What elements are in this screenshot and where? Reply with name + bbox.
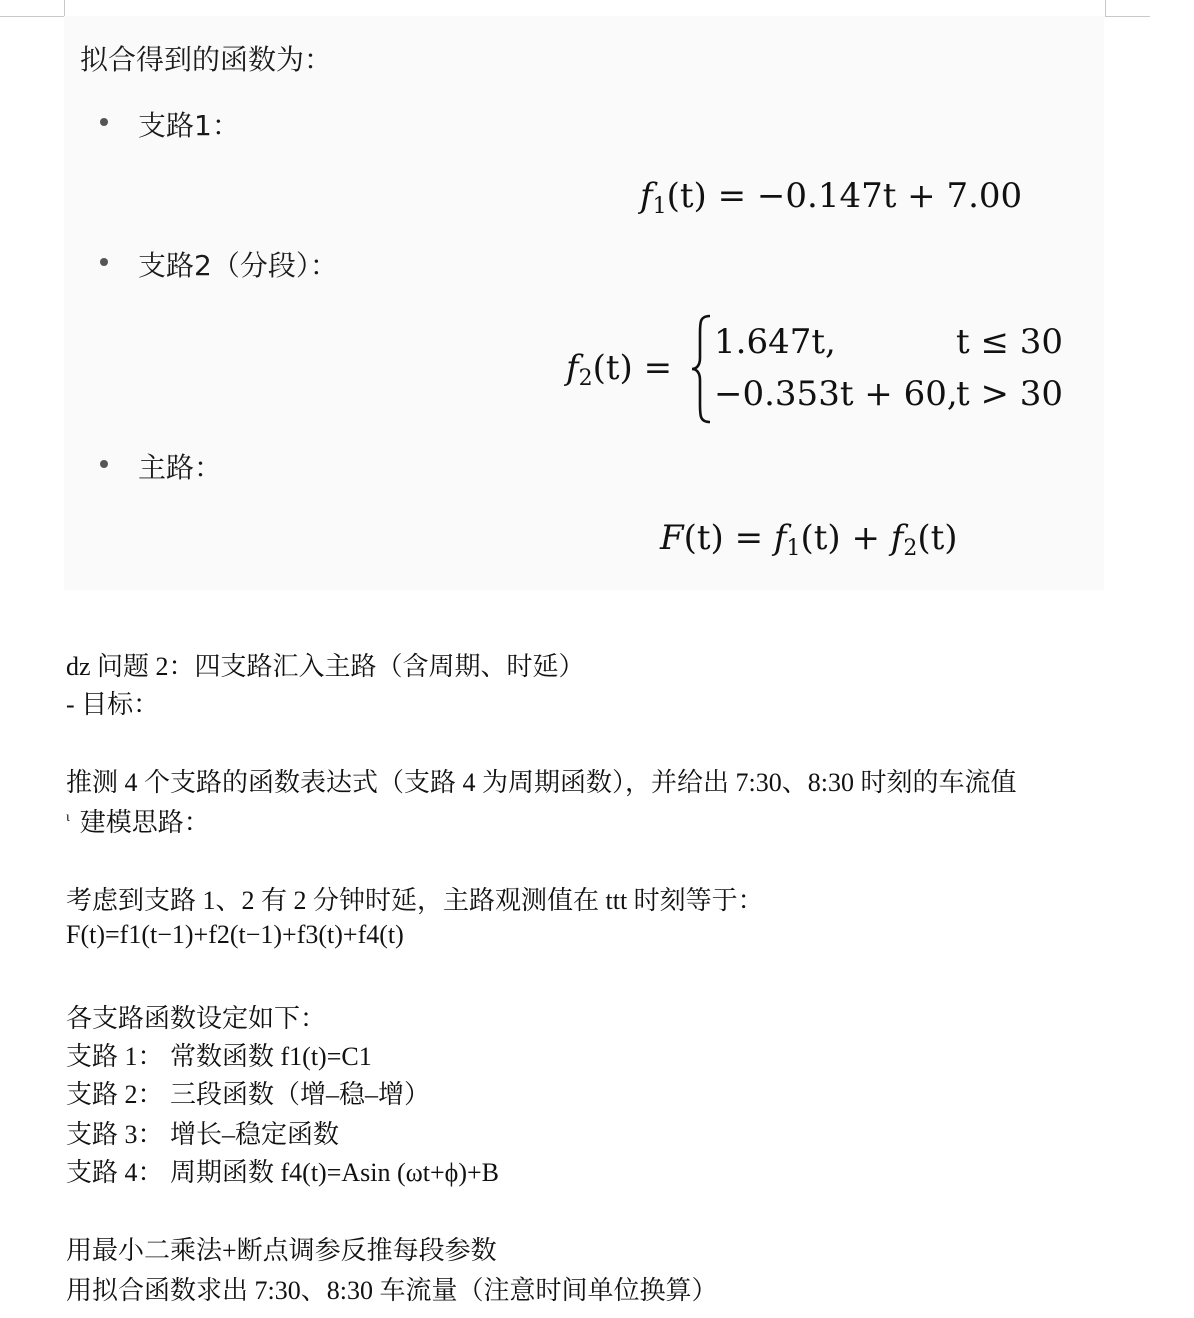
bullet-branch1 <box>138 104 240 144</box>
goal-label: - 目标： <box>66 690 160 719</box>
equation-f1 <box>640 176 1022 219</box>
piecewise-brace-icon <box>690 314 714 428</box>
eq1-rest: (t) = −0.147t + 7.00 <box>666 176 1023 216</box>
branch2-label: 支路2（分段）： <box>138 249 338 282</box>
eq3-p3: (t) <box>917 518 958 558</box>
method-text: 用最小二乘法+断点调参反推每段参数 <box>66 1236 497 1265</box>
case2-cond: t > 30 <box>956 374 1064 414</box>
goal-text: 推测 4 个支路的函数表达式（支路 4 为周期函数），并给出 7:30、8:30 时刻的车流值 <box>66 768 1017 797</box>
case2-expr: −0.353t + 60, <box>714 374 958 414</box>
eq1-sub: 1 <box>652 194 667 219</box>
bullet-dot-icon <box>100 460 108 468</box>
eq3-f2: f <box>890 518 904 558</box>
bullet-dot-icon <box>100 258 108 266</box>
branch-intro: 各支路函数设定如下： <box>66 1004 327 1033</box>
modeling-label-text: 建模思路： <box>79 808 210 837</box>
page-corner-mark-right <box>1105 0 1150 17</box>
branch1-label: 支路1： <box>138 109 240 142</box>
branch3-def: 支路 3： 增长–稳定函数 <box>66 1120 340 1149</box>
pasted-formula-panel <box>64 16 1104 590</box>
equation-f2-lhs <box>566 348 672 391</box>
page-corner-mark-left <box>0 0 65 17</box>
branch4-def: 支路 4： 周期函数 f4(t)=Asin (ωt+ϕ)+B <box>66 1158 499 1187</box>
bullet-branch2 <box>138 244 338 284</box>
list-mark: ι <box>66 810 70 825</box>
panel-title: 拟合得到的函数为： <box>80 43 333 76</box>
branch1-def: 支路 1： 常数函数 f1(t)=C1 <box>66 1042 372 1071</box>
solve-text: 用拟合函数求出 7:30、8:30 车流量（注意时间单位换算） <box>66 1276 718 1305</box>
main-formula: F(t)=f1(t−1)+f2(t−1)+f3(t)+f4(t) <box>66 920 404 949</box>
main-road-label: 主路： <box>138 451 223 484</box>
equation-main <box>660 518 958 561</box>
bullet-dot-icon <box>100 118 108 126</box>
eq3-s1: 1 <box>786 536 801 561</box>
question-heading: dz 问题 2：四支路汇入主路（含周期、时延） <box>66 652 585 681</box>
delay-text: 考虑到支路 1、2 有 2 分钟时延，主路观测值在 ttt 时刻等于： <box>66 886 764 915</box>
eq3-p2: (t) + <box>800 518 891 558</box>
case1-cond: t ≤ 30 <box>956 322 1064 362</box>
eq3-f1: f <box>773 518 787 558</box>
modeling-label <box>66 802 210 839</box>
eq3-s2: 2 <box>903 536 918 561</box>
eq3-F: F <box>660 518 684 558</box>
eq2-func: f <box>566 348 579 388</box>
eq1-func: f <box>640 176 653 216</box>
case1-expr: 1.647t, <box>714 322 836 362</box>
bullet-main-road <box>138 446 222 486</box>
eq2-sub: 2 <box>578 366 593 391</box>
eq3-p1: (t) = <box>683 518 774 558</box>
eq2-lhs-rest: (t) = <box>592 348 673 388</box>
branch2-def: 支路 2： 三段函数（增–稳–增） <box>66 1080 431 1109</box>
